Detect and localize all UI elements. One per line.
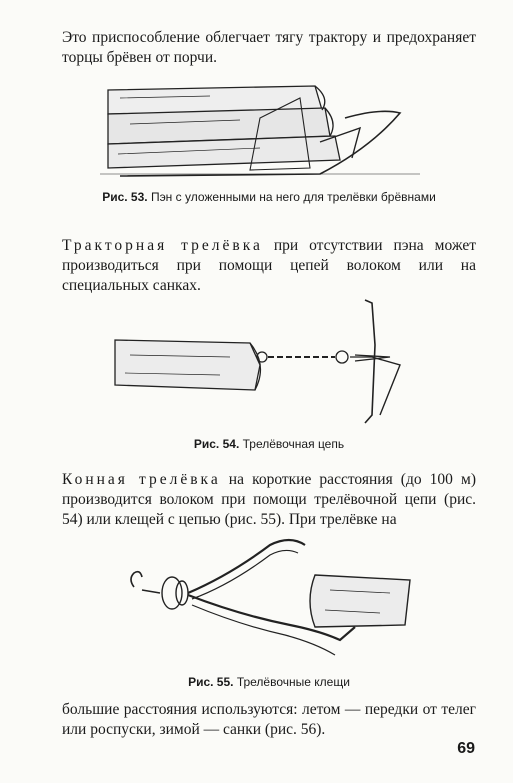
paragraph-3 <box>62 470 476 530</box>
page-number: 69 <box>457 740 475 757</box>
figure-54-illustration <box>110 295 410 430</box>
paragraph-1-text: Это приспособление облегчает тягу трактору и предохраняет торцы брёвен от порчи. <box>62 29 476 66</box>
paragraph-2-text: при отсутствии пэна может производиться при помощи цепей волоком или на специальных санках. <box>62 237 476 294</box>
figure-55-label: Рис. 55. <box>188 675 234 689</box>
figure-55-illustration <box>120 535 420 665</box>
paragraph-1 <box>62 28 476 68</box>
figure-53-illustration <box>100 78 430 183</box>
paragraph-2 <box>62 236 476 296</box>
paragraph-2-lead: Тракторная трелёвка <box>62 237 263 254</box>
paragraph-3-lead: Конная трелёвка <box>62 471 221 488</box>
figure-53-label: Рис. 53. <box>102 190 148 204</box>
figure-53-caption-text: Пэн с уложенными на него для трелёвки брёвнами <box>150 190 436 204</box>
figure-54-label: Рис. 54. <box>193 437 240 451</box>
figure-54-caption-text: Трелёвочная цепь <box>242 437 345 451</box>
figure-55-caption-text: Трелёвочные клещи <box>236 675 350 689</box>
figure-55-caption <box>62 675 476 689</box>
paragraph-3-text: на короткие расстояния (до 100 м) производится волоком при помощи трелёвочной цепи (рис. 54) или клещей с цепью (рис. 55). При трелёвке на <box>62 471 476 528</box>
figure-54-caption <box>62 437 476 451</box>
paragraph-4 <box>62 700 476 740</box>
figure-53-caption <box>62 190 476 204</box>
paragraph-4-text: большие расстояния используются: летом — передки от телег или роспуски, зимой — санки (рис. 56). <box>62 701 476 738</box>
